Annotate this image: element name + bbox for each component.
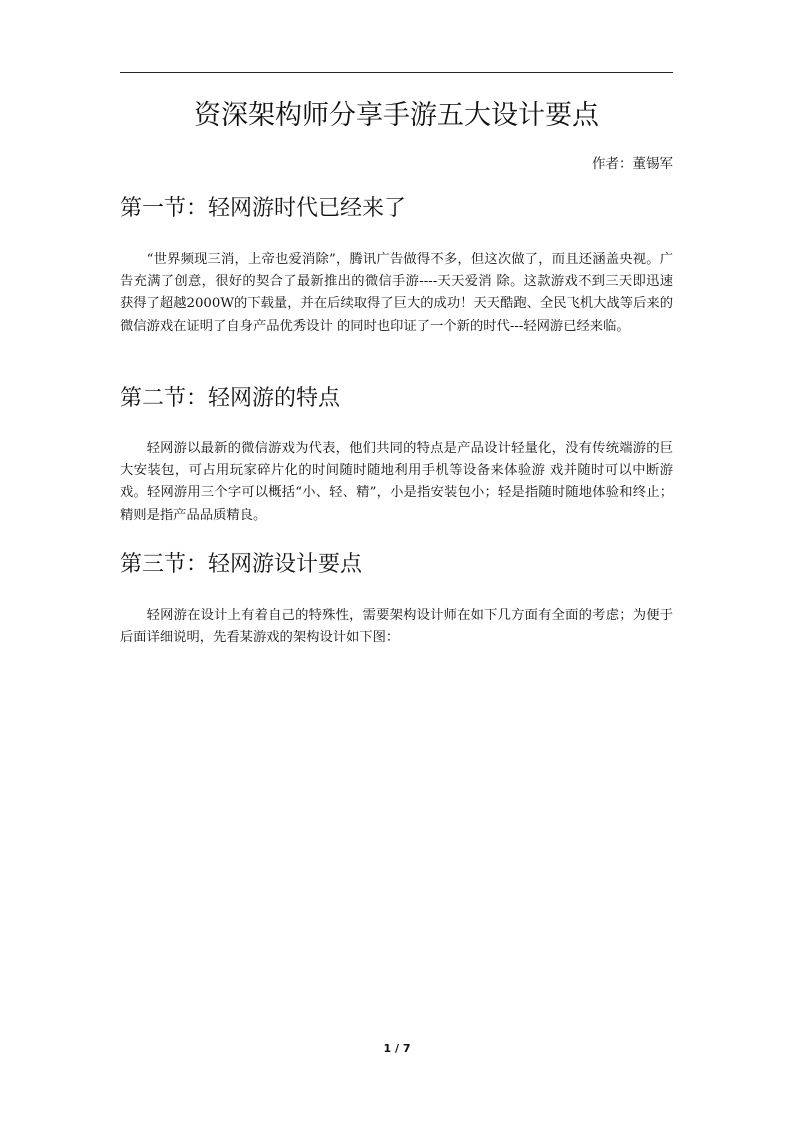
page-number: 1 / 7	[383, 1042, 411, 1055]
author-line: 作者：董锡军	[592, 156, 673, 172]
section-1-heading: 第一节：轻网游时代已经来了	[120, 196, 407, 221]
section-2-heading: 第二节：轻网游的特点	[120, 386, 341, 411]
header-rule	[120, 72, 673, 73]
section-1-paragraph: “世界频现三消，上帝也爱消除”，腾讯广告做得不多，但这次做了，而且还涵盖央视。广告充满了创意，很好的契合了最新推出的微信手游----天天爱消 除。这款游戏不到三天即迅速获得了超越2000W的下载量，并在后续取得了巨大的成功！天天酷跑、全民飞机大战等后来的微信游戏在证明了自身产品优秀设计 的同时也印证了一个新的时代---轻网游已经来临。	[120, 252, 673, 334]
section-3-heading: 第三节：轻网游设计要点	[120, 552, 363, 577]
section-3-paragraph: 轻网游在设计上有着自己的特殊性，需要架构设计师在如下几方面有全面的考虑；为便于后面详细说明，先看某游戏的架构设计如下图：	[120, 608, 673, 646]
section-2-paragraph: 轻网游以最新的微信游戏为代表，他们共同的特点是产品设计轻量化，没有传统端游的巨大安装包，可占用玩家碎片化的时间随时随地利用手机等设备来体验游 戏并随时可以中断游戏。轻网游用三个字可以概括“小、轻、精”，小是指安装包小；轻是指随时随地体验和终止；精则是指产品品质精良。	[120, 441, 673, 523]
document-title: 资深架构师分享手游五大设计要点	[194, 100, 599, 131]
